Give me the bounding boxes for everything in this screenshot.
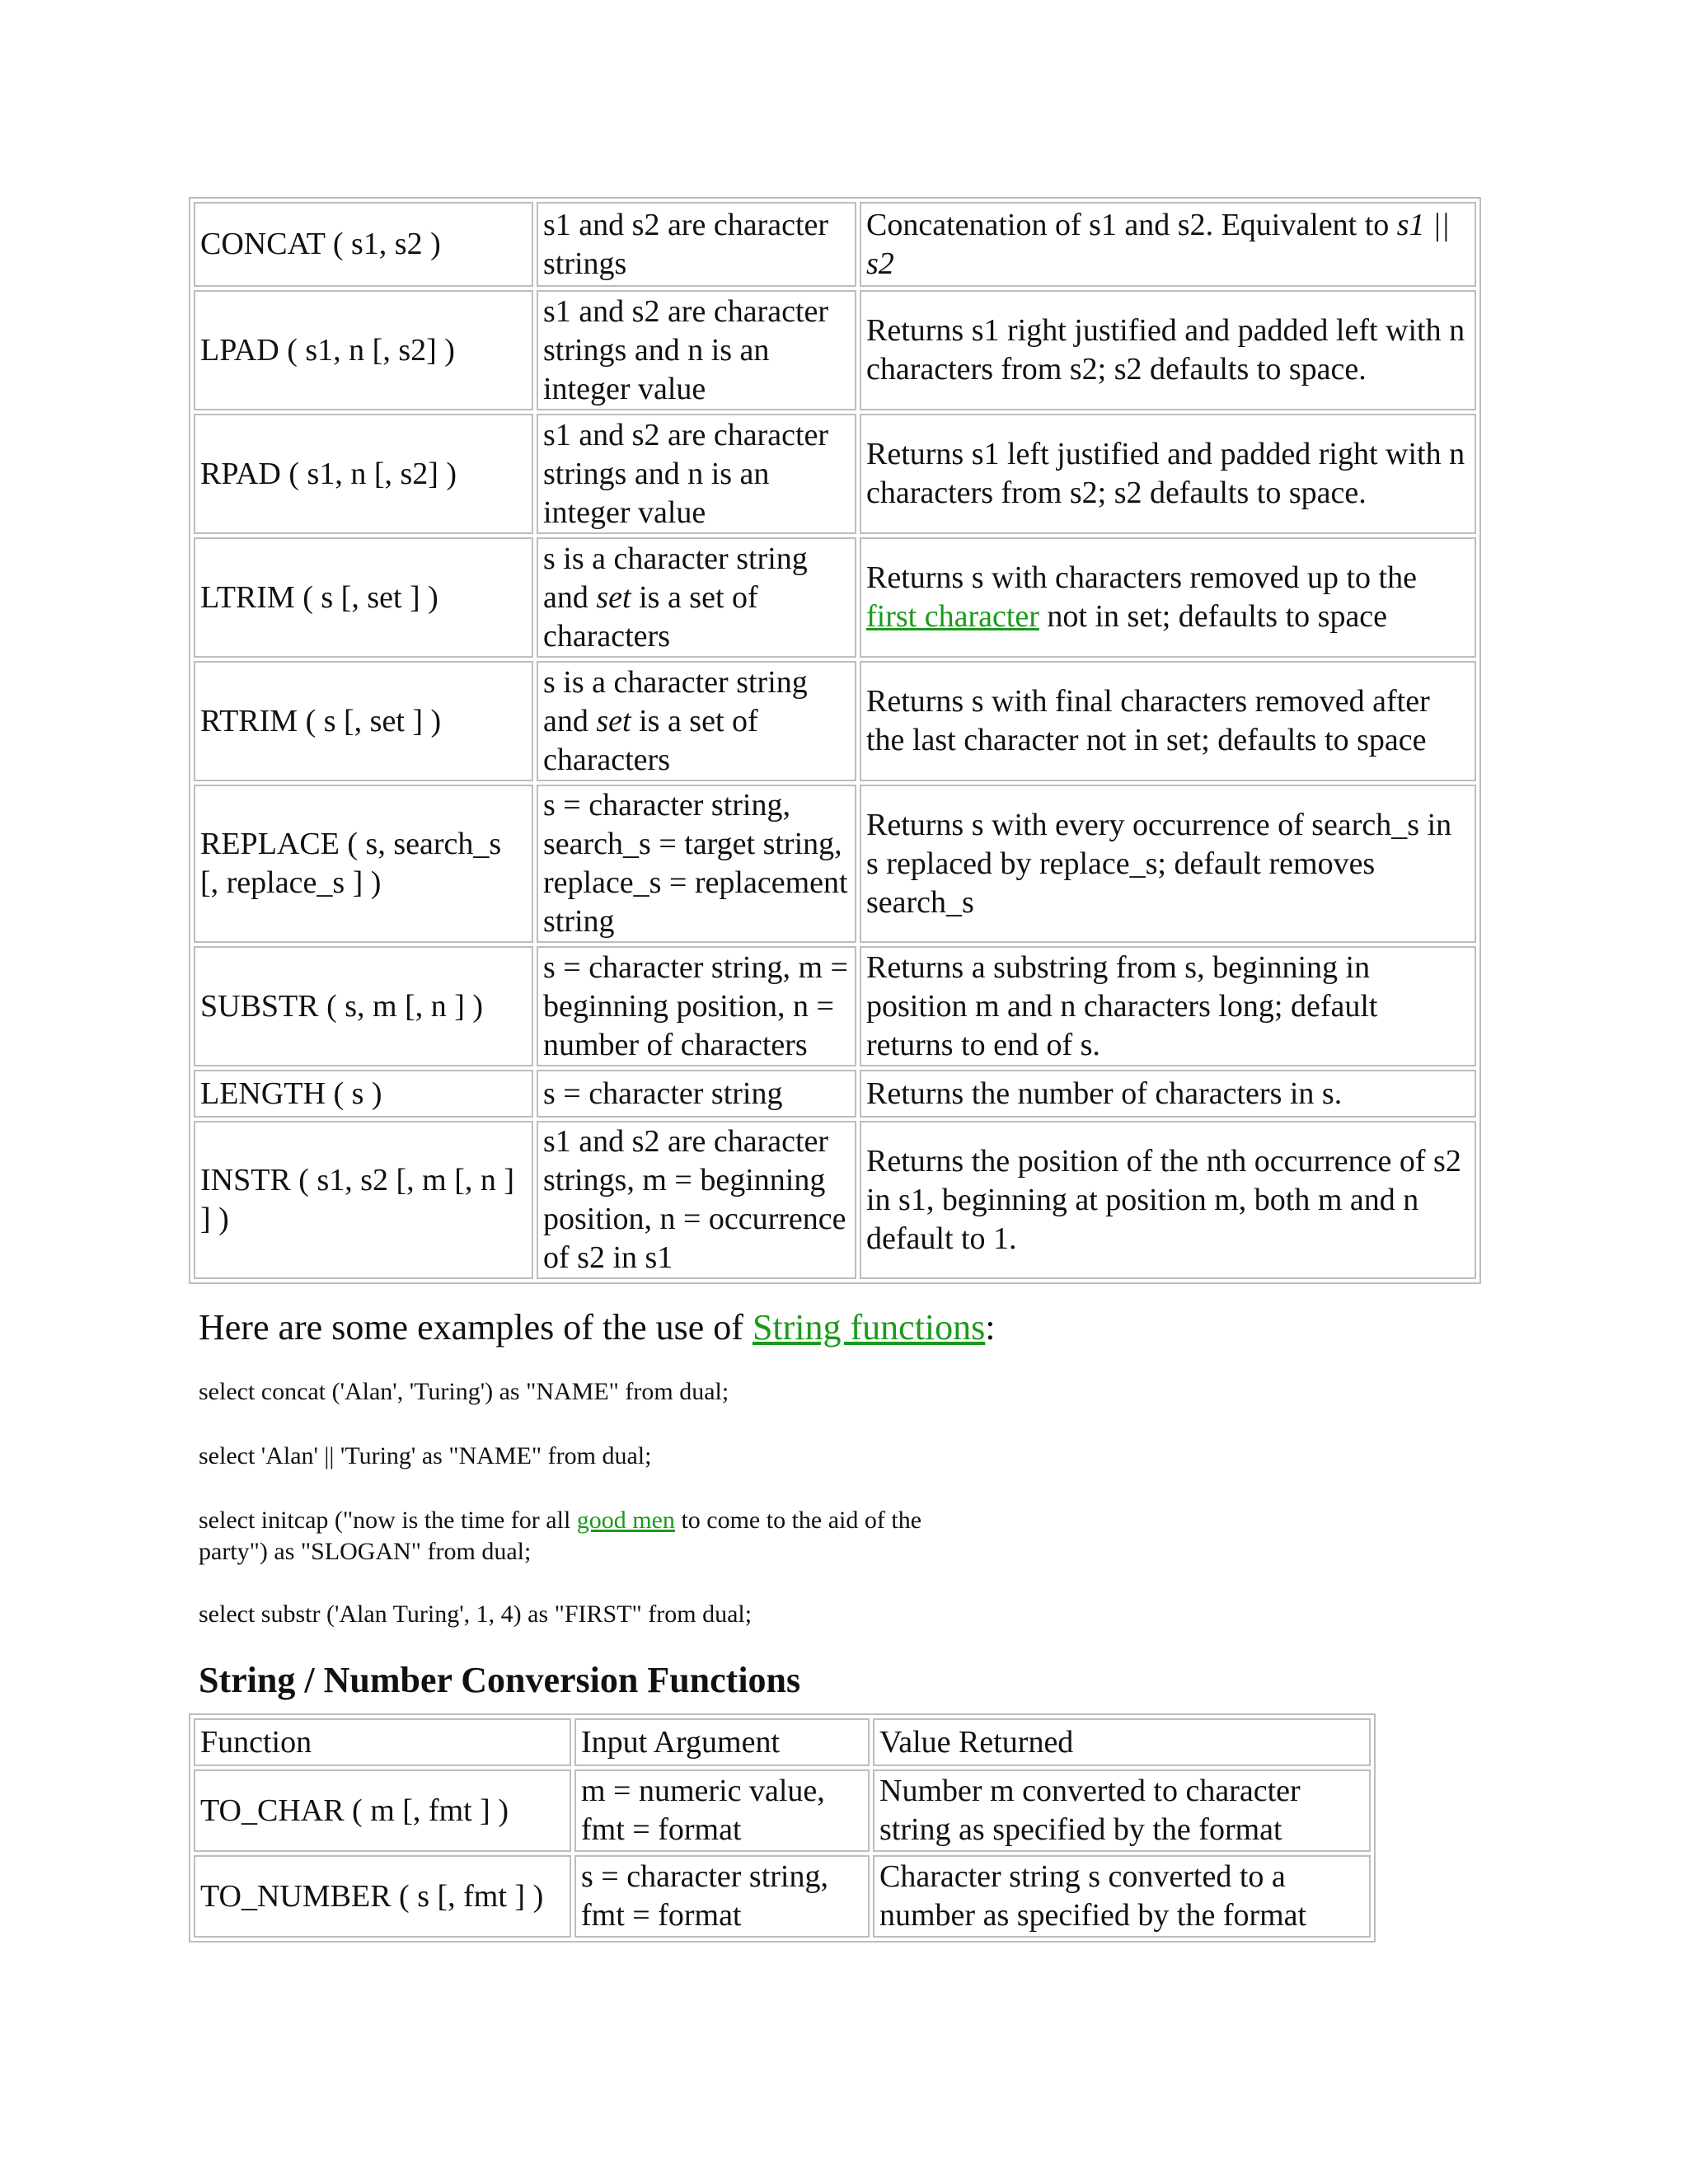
table-header-row bbox=[194, 1718, 1371, 1766]
header-function: Function bbox=[194, 1718, 571, 1766]
table-row bbox=[194, 414, 1476, 534]
description-cell: Number m converted to character string as specified by the format bbox=[873, 1769, 1371, 1852]
example-substr: select substr ('Alan Turing', 1, 4) as "FIRST" from dual; bbox=[199, 1601, 753, 1628]
argument-text: s is a character string and bbox=[543, 664, 808, 738]
example-initcap bbox=[199, 1505, 921, 1568]
description-cell: Returns the number of characters in s. bbox=[860, 1070, 1476, 1118]
header-value: Value Returned bbox=[873, 1718, 1371, 1766]
function-cell: RPAD ( s1, n [, s2] ) bbox=[194, 414, 533, 534]
table-row bbox=[194, 661, 1476, 781]
function-cell: TO_NUMBER ( s [, fmt ] ) bbox=[194, 1855, 571, 1938]
code-text: to come to the aid of the bbox=[674, 1507, 922, 1534]
description-italic: s1 || s2 bbox=[866, 207, 1450, 281]
description-cell bbox=[860, 537, 1476, 658]
function-cell: TO_CHAR ( m [, fmt ] ) bbox=[194, 1769, 571, 1852]
argument-text: is a set of characters bbox=[543, 579, 758, 654]
description-cell: Returns s with every occurrence of search_s in s replaced by replace_s; default removes search_s bbox=[860, 785, 1476, 943]
function-cell: SUBSTR ( s, m [, n ] ) bbox=[194, 946, 533, 1066]
argument-cell: s1 and s2 are character strings bbox=[537, 202, 856, 287]
argument-italic: set bbox=[596, 703, 631, 738]
examples-intro bbox=[199, 1305, 996, 1350]
function-cell: CONCAT ( s1, s2 ) bbox=[194, 202, 533, 287]
argument-cell bbox=[537, 537, 856, 658]
header-argument: Input Argument bbox=[574, 1718, 870, 1766]
description-cell: Returns a substring from s, beginning in position m and n characters long; default returns to end of s. bbox=[860, 946, 1476, 1066]
argument-text: s is a character string and bbox=[543, 541, 808, 615]
table-row bbox=[194, 1070, 1476, 1118]
table-row bbox=[194, 202, 1476, 287]
function-cell: LENGTH ( s ) bbox=[194, 1070, 533, 1118]
argument-cell: s1 and s2 are character strings and n is an integer value bbox=[537, 414, 856, 534]
string-functions-table bbox=[189, 197, 1481, 1284]
code-text: select initcap ("now is the time for all bbox=[199, 1507, 577, 1534]
table-row bbox=[194, 290, 1476, 410]
description-cell: Returns s1 left justified and padded right with n characters from s2; s2 defaults to space. bbox=[860, 414, 1476, 534]
function-cell: LTRIM ( s [, set ] ) bbox=[194, 537, 533, 658]
example-concat: select concat ('Alan', 'Turing') as "NAME" from dual; bbox=[199, 1378, 729, 1405]
argument-cell: s1 and s2 are character strings, m = beginning position, n = occurrence of s2 in s1 bbox=[537, 1121, 856, 1279]
description-cell: Returns the position of the nth occurrence of s2 in s1, beginning at position m, both m and n default to 1. bbox=[860, 1121, 1476, 1279]
function-cell: REPLACE ( s, search_s [, replace_s ] ) bbox=[194, 785, 533, 943]
function-cell: LPAD ( s1, n [, s2] ) bbox=[194, 290, 533, 410]
table-row bbox=[194, 946, 1476, 1066]
table-row bbox=[194, 785, 1476, 943]
function-cell: INSTR ( s1, s2 [, m [, n ] ] ) bbox=[194, 1121, 533, 1279]
example-initcap-line2: party") as "SLOGAN" from dual; bbox=[199, 1538, 532, 1565]
example-initcap-line1 bbox=[199, 1505, 921, 1536]
description-text: Concatenation of s1 and s2. Equivalent to bbox=[866, 207, 1397, 242]
good-men-link[interactable]: good men bbox=[576, 1507, 675, 1534]
description-text: Returns s with characters removed up to the bbox=[866, 560, 1417, 595]
intro-colon: : bbox=[985, 1307, 996, 1347]
table-row bbox=[194, 1121, 1476, 1279]
example-pipe-concat: select 'Alan' || 'Turing' as "NAME" from dual; bbox=[199, 1442, 652, 1469]
conversion-functions-table bbox=[189, 1713, 1376, 1943]
argument-text: is a set of characters bbox=[543, 703, 758, 777]
argument-cell: s = character string, fmt = format bbox=[574, 1855, 870, 1938]
argument-cell bbox=[537, 661, 856, 781]
table-row bbox=[194, 1855, 1371, 1938]
table-row bbox=[194, 537, 1476, 658]
table-row bbox=[194, 1769, 1371, 1852]
description-cell: Returns s with final characters removed after the last character not in set; defaults to space bbox=[860, 661, 1476, 781]
description-cell: Character string s converted to a number as specified by the format bbox=[873, 1855, 1371, 1938]
argument-cell: s = character string, search_s = target string, replace_s = replacement string bbox=[537, 785, 856, 943]
argument-italic: set bbox=[596, 579, 631, 615]
argument-cell: s1 and s2 are character strings and n is an integer value bbox=[537, 290, 856, 410]
first-character-link[interactable]: first character bbox=[866, 599, 1039, 634]
string-functions-link[interactable]: String functions bbox=[752, 1307, 986, 1347]
description-cell: Returns s1 right justified and padded left with n characters from s2; s2 defaults to space. bbox=[860, 290, 1476, 410]
description-text: not in set; defaults to space bbox=[1039, 599, 1388, 634]
argument-cell: s = character string, m = beginning position, n = number of characters bbox=[537, 946, 856, 1066]
argument-cell: s = character string bbox=[537, 1070, 856, 1118]
description-cell bbox=[860, 202, 1476, 287]
argument-cell: m = numeric value, fmt = format bbox=[574, 1769, 870, 1852]
function-cell: RTRIM ( s [, set ] ) bbox=[194, 661, 533, 781]
intro-text: Here are some examples of the use of bbox=[199, 1307, 753, 1347]
conversion-heading: String / Number Conversion Functions bbox=[199, 1660, 801, 1700]
